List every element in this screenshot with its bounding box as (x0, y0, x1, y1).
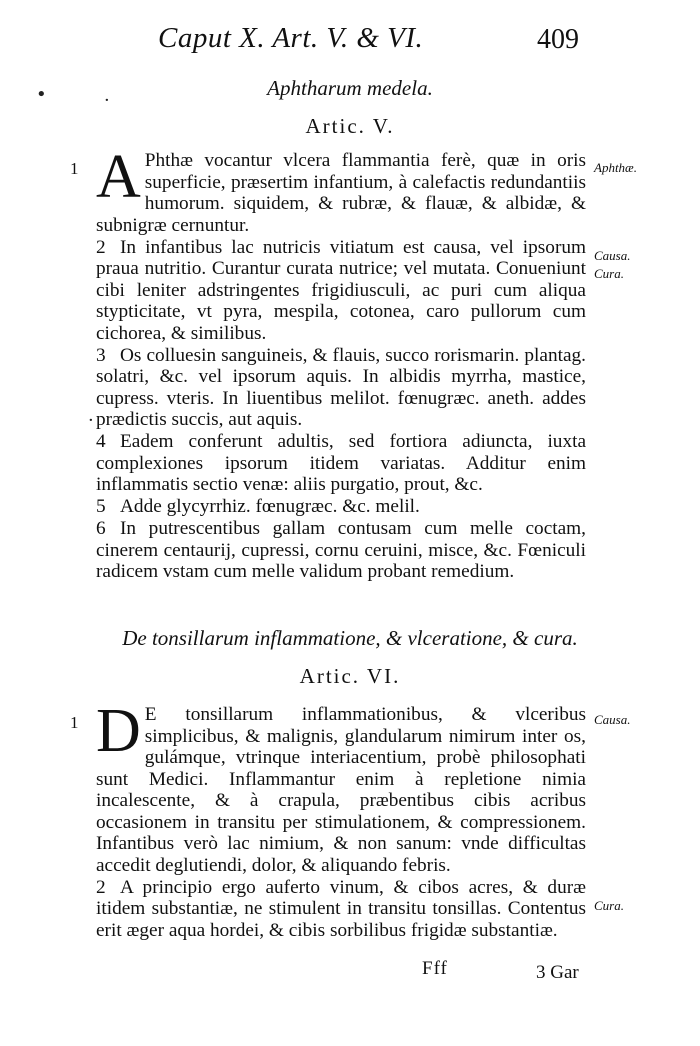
paragraph (96, 431, 586, 496)
catchword: 3 Gar (536, 962, 579, 983)
drop-cap: A (96, 143, 141, 211)
paragraph-text: Phthæ vocantur vlcera flammantia ferè, quæ in oris superficie, præsertim infantium, à calefactis redundantiis humorum. siquidem, & rubræ, & flauæ, & albidæ, & subnigræ cernuntur. (96, 150, 586, 236)
paragraph (96, 496, 586, 518)
paragraph-text: In infantibus lac nutricis vitiatum est causa, vel ipsorum praua nutritio. Curantur curata nutrice; vel mutata. Conueniunt cibi leniter adstringentes frigidiusculi, ac puri cum aliqua stypticitate, vt pyra, mespila, cotonea, caro pullorum cum cichorea, & similibus. (96, 236, 586, 344)
article-heading-vi: Artic. VI. (299, 664, 401, 688)
paragraph-text: Eadem conferunt adultis, sed fortiora adiuncta, iuxta complexiones ipsorum itidem variatas. Additur enim inflammatis sectio venæ: aliis purgatio, prout, &c. (96, 431, 586, 495)
paragraph-text: A principio ergo auferto vinum, & cibos acres, & duræ itidem substantiæ, ne stimulent in transitu tonsillas. Contentus erit æger aqua hordei, & cibis sorbilibus frigidæ substantiæ. (96, 876, 586, 941)
margin-note-causa: Causa. (594, 248, 631, 263)
paragraph (96, 143, 586, 236)
paragraph (96, 345, 586, 431)
paragraph-text: Os colluesin sanguineis, & flauis, succo rorismarin. plantag. solatri, &c. vel ipsorum aquis. In albidis myrrha, mastice, cupress. vteris. In liuentibus melilot. fœnugræc. aneth. addes prædictis succis, aut aquis. (96, 344, 586, 430)
article-vi-body (70, 697, 586, 942)
page-number: 409 (537, 24, 579, 55)
article-v-body (70, 143, 586, 583)
drop-cap: D (96, 697, 141, 765)
paragraph-number: 1 (70, 159, 79, 178)
article-heading-v: Artic. V. (305, 114, 395, 138)
paragraph (96, 518, 586, 583)
paragraph-number: 3 (96, 344, 106, 366)
paragraph-number: 2 (96, 236, 106, 258)
section-title-tonsillae: De tonsillarum inflammatione, & vlceratione, & cura. (122, 626, 578, 650)
running-head: Caput X. Art. V. & VI. (158, 22, 424, 54)
paragraph-text: Adde glycyrrhiz. fœnugræc. &c. melil. (120, 496, 420, 517)
paragraph-number: 2 (96, 876, 106, 898)
signature-mark: Fff (422, 958, 448, 979)
paragraph (96, 237, 586, 345)
stray-mark: • (36, 84, 47, 105)
paragraph-number: 5 (96, 496, 106, 517)
margin-note-causa: Causa. (594, 712, 631, 727)
paragraph-text: E tonsillarum inflammationibus, & vlceribus simplicibus, & malignis, glandularum nimirum inter os, gulámque, vtrinque interiacentium, probè philosophati sunt Medici. Inflammantur enim à repletione nimia incalescente, & à crapula, præbentibus cibis acribus occasionem in transitu per stimulationem, & compressionem. Infantibus verò lac nimium, & non sanum: vnde difficultas accedit deglutiendi, dolor, & aliquando febris. (96, 704, 586, 876)
stray-mark: · (104, 90, 110, 111)
paragraph-number: 4 (96, 431, 106, 452)
margin-note-cura: Cura. (594, 898, 624, 913)
paragraph (96, 877, 586, 942)
paragraph-text: In putrescentibus gallam contusam cum melle coctam, cinerem centaurij, cupressi, cornu ceruini, misce, &c. Fœniculi radicem vstam cum melle validum probant remedium. (96, 518, 586, 582)
paragraph-number: 6 (96, 518, 106, 539)
stray-mark: · (88, 410, 94, 431)
margin-note-aphthae: Aphthæ. (594, 160, 637, 175)
paragraph (96, 697, 586, 876)
margin-note-cura: Cura. (594, 266, 624, 281)
section-title-aphthae: Aphtharum medela. (267, 76, 433, 100)
paragraph-number: 1 (70, 713, 79, 732)
